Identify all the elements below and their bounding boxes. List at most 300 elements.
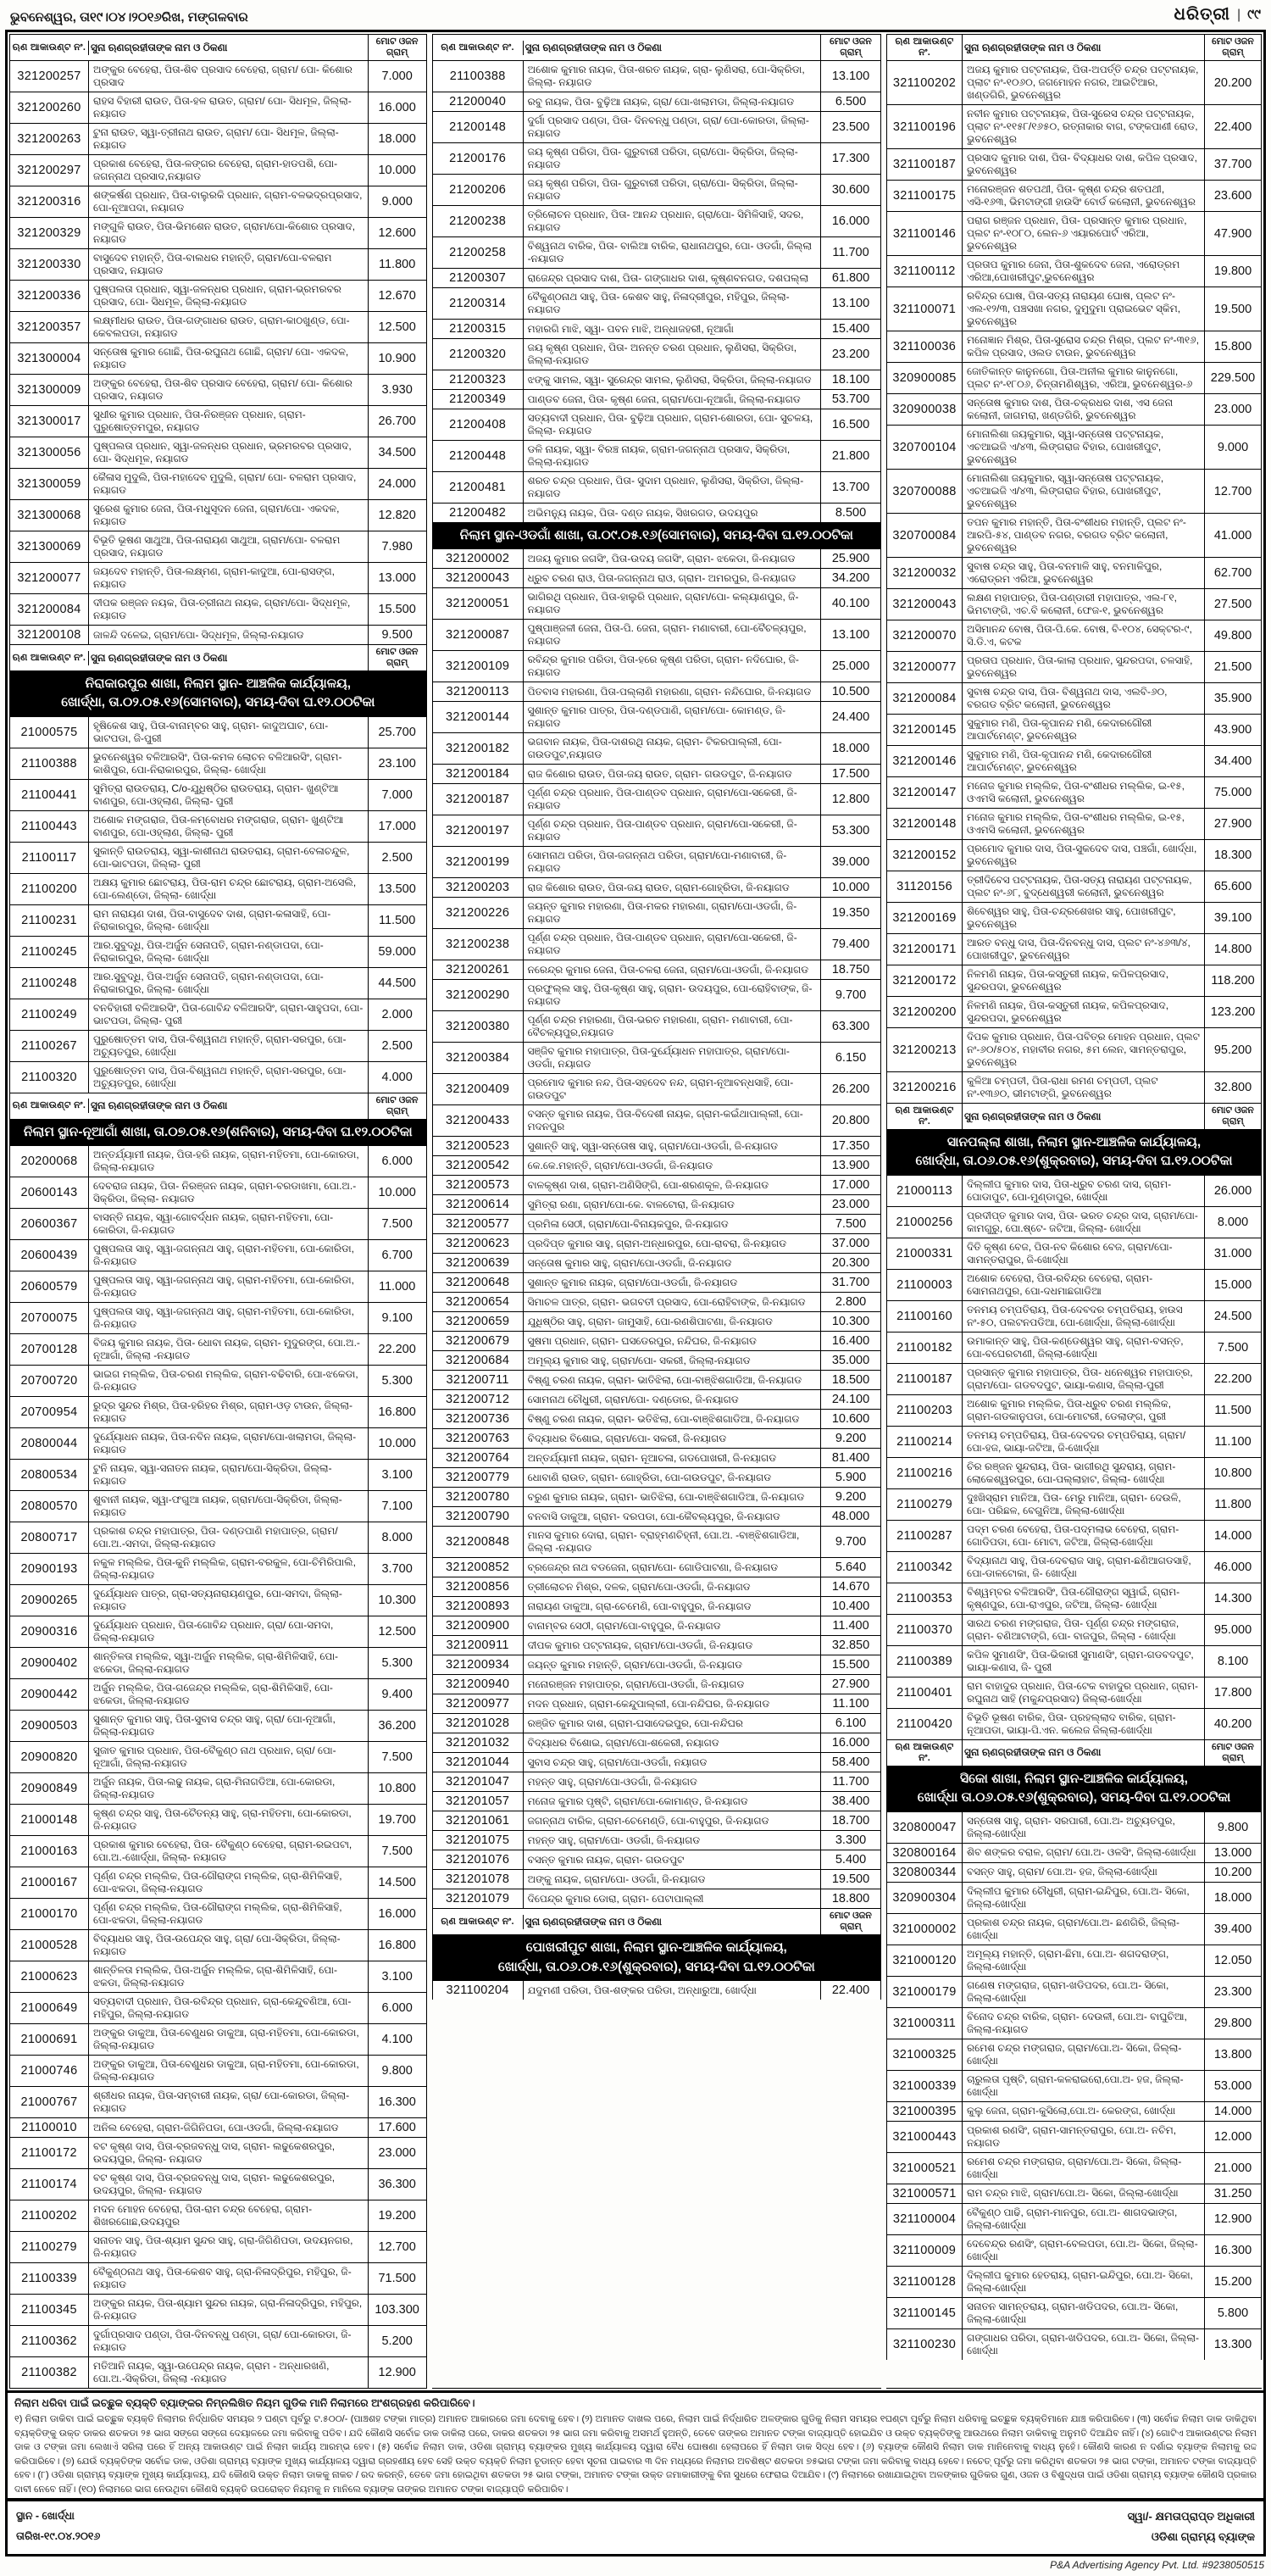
weight-grams: 9.800 <box>368 2056 426 2086</box>
borrower-name-address: ସୁଶାନ୍ତ କୁମାର ପାତ୍ର, ପିତା-ଦଣ୍ଡପାଣି, ଗ୍ରାମ/ପୋ- କୋମଣ୍ଡ, ଜି-ନୟାଗଡ <box>527 704 786 730</box>
account-number: 321200684 <box>433 1351 524 1370</box>
weight-grams: 2.500 <box>368 1031 426 1061</box>
account-number: 321200152 <box>887 840 963 871</box>
weight-grams: 15.800 <box>1204 331 1261 362</box>
weight-grams: 27.500 <box>1204 589 1261 620</box>
weight-grams: 10.000 <box>368 1177 426 1208</box>
table-row <box>886 60 1262 104</box>
divider: | <box>1236 7 1241 22</box>
account-number: 321200084 <box>10 594 89 625</box>
table-row <box>432 960 881 979</box>
masthead <box>5 3 1266 30</box>
weight-grams: 39.100 <box>1204 903 1261 933</box>
weight-grams: 13.300 <box>1204 2329 1261 2360</box>
account-number: 20700720 <box>10 1366 89 1396</box>
account-number: 321200290 <box>433 980 524 1010</box>
table-row <box>9 748 427 779</box>
table-row <box>9 1522 427 1553</box>
account-number: 21000163 <box>10 1836 89 1867</box>
weight-grams: 16.500 <box>820 409 880 440</box>
table-row <box>886 871 1262 902</box>
account-number: 321100204 <box>433 1981 524 2000</box>
borrower-name-address: ଜୟନ୍ତ କୁମାର ମହାନ୍ତି, ଗ୍ରାମ/ପୋ-ଓଡଗାଁ, ଜି-ନୟାଗଡ <box>527 1658 743 1671</box>
account-number: 21200307 <box>433 269 524 287</box>
borrower-name-address: ବିଜୟ କୁମାର ନାୟକ, ପିତା- ଧୋବା ନାୟକ, ଗ୍ରାମ- ମୁଦୁରଙ୍ଗ, ପୋ.ଅ.-ନୂଆଗାଁ, ଜିଲ୍ଲା -ନୟାଗଡ <box>93 1337 360 1362</box>
weight-grams: 17.500 <box>820 765 880 783</box>
table-row <box>886 2070 1262 2101</box>
table-row <box>432 877 881 897</box>
table-row <box>9 2294 427 2325</box>
account-number: 320800047 <box>887 1812 963 1843</box>
signature-row <box>5 2501 1266 2557</box>
borrower-name-address: ପୁଷ୍ପଲତା ସାହୁ, ସ୍ୱା-ଜଗନ୍ନାଥ ସାହୁ, ଗ୍ରାମ-ମହିତମା, ପୋ-କୋରିଡା, ଜି-ନୟାଗଡ <box>93 1274 354 1299</box>
borrower-name-address: ଅଶୋକ ବେହେରା, ପିତା-ରବିନ୍ଦ୍ର ବେହେରା, ଗ୍ରାମ-ସୋମନାଥପୁର, ପୋ-ଦଧମାଛଗାଡିଆ <box>967 1271 1153 1297</box>
account-number: 321300059 <box>10 469 89 499</box>
header-weight: ମୋଟ ଓଜନ ଗ୍ରାମ୍ <box>368 35 426 60</box>
weight-grams: 11.500 <box>368 905 426 936</box>
terms-paragraph: ୧) ନିଲାମ ଡାକିବା ପାଇଁ ଇଚ୍ଛୁକ ବ୍ୟକ୍ତି ନିଲାମର ନିର୍ଦ୍ଧାରିତ ସମୟର ୨ ଘଣ୍ଟା ପୂର୍ବରୁ ଟ.୫୦୦/- (ପାଞ୍ଚଶହ ଟଙ୍କା ମାତ୍ର) ଅମାନତ ଆକାରରେ ଜମା ଦେବାକୁ ହେବ। (୨) ଅମାନତ ଦାଖଲ ପରେ, ନିଲାମ ପାଇଁ ନିର୍ଦ୍ଧାରିତ ଅଳଙ୍କାର ଗୁଡିକୁ ନିଲାମ ସମୟର ୧ଘଣ୍ଟା ପୂର୍ବରୁ ନିଲାମ ଧରିବାକୁ ଇଚ୍ଛୁକ ବ୍ୟକ୍ତିମାନେ ଯାଞ୍ଚ କରିପାରିବେ। (୩) ସର୍ବୋଚ୍ଚ ନିଲାମ ଡାକ ଡାକିଥିବା ବ୍ୟକ୍ତିଙ୍କୁ ଉକ୍ତ ଡାକର ଶତକଡା ୨୫ ଭାଗ ସଙ୍ଗେ ସଙ୍ଗେ ଦେୟାଳରେ ଜମା କରିବାକୁ ପଡିବ। ଯଦି କୌଣସି ସର୍ବୋଚ୍ଚ ଡାକ ଡାକିଲା ପରେ, ଡାକର ଶତକଡା ୨୫ ଭାଗ ଜମା କରିବାକୁ ଅସମର୍ଥ ହୁଅନ୍ତି, ତେବେ ତାଙ୍କର ଅମାନତ ଟଙ୍କା ବାଜ୍ୟାପ୍ତି ହୋଇଯିବ ଓ ଉକ୍ତ ବ୍ୟକ୍ତିଙ୍କୁ ଆଉଥରେ ନିଲାମ ଡାକିବାକୁ ଅନୁମତି ଦିଆଯିବ ନାହିଁ। (୪) ଗୋଟିଏ ଆକାଉଣ୍ଟର ନିଲାମ ଡାକ ଓ ଟଙ୍କା ଜମା ଲେଖାଏଁ ସରିଲା ପରେ ହିଁ ଅନ୍ୟ ଆକାଉଣ୍ଟ ପାଇଁ ନିଲାମ କାର୍ଯ୍ୟ ଆରମ୍ଭ ହେବ। (୫) ସର୍ବୋଚ୍ଚ ନିଲାମ ଡାକ, ଓଡିଶା ଗ୍ରାମ୍ୟ ବ୍ୟାଙ୍କର ମୁଖ୍ୟ କାର୍ଯ୍ୟାଳୟ ଦ୍ୱାରା ବୈଧ ଘୋଷଣା ହେଲାପରେ ହିଁ ନିଲାମ ଡାକ ସିଦ୍ଧ ହେବ। (୬) ବ୍ୟାଙ୍କ କୌଣସି ନିଲାମ ଡାକ ମାନିନେବାକୁ ବାଧ୍ୟ ନୁହେଁ। କୌଣସି କାରଣ ନ ଦର୍ଶାଇ ବ୍ୟାଙ୍କ ନିଲାମକୁ ରଦ୍ଦ କରିପାରିବେ। (୭) ଯେଉଁ ବ୍ୟକ୍ତିଙ୍କ ସର୍ବୋଚ୍ଚ ଡାକ, ଓଡିଶା ଗ୍ରାମ୍ୟ ବ୍ୟାଙ୍କ ମୁଖ୍ୟ କାର୍ଯ୍ୟାଳୟ ଦ୍ୱାରା ଗ୍ରହଣୀୟ ହେବ ସେହି ଉକ୍ତ ବ୍ୟକ୍ତି ନିଲାମ ଚୂଡାନ୍ତ ହେବା ସୂଚନା ପାଇବାର ୩ ଦିନ ମଧ୍ୟରେ ନିଲାମର ଅବଶିଷ୍ଟ ଶତକଡା ୭୫ଭାଗ ଟଙ୍କା ଜମା କରିବାକୁ ବାଧ୍ୟ ହେବେ। ନଚେତ୍ ପୂର୍ବରୁ ଜମା କରିଥିବା ଶତକଡା ୨୫ ଭାଗ ଟଙ୍କା, ଅମାନତ ଟଙ୍କା ବାଜ୍ୟାପ୍ତି ହେବ। (୮) ଓଡିଶା ଗ୍ରାମ୍ୟ ବ୍ୟାଙ୍କ ମୁଖ୍ୟ କାର୍ଯ୍ୟାଳୟ, ଯଦି କୌଣସି ଉକ୍ତ ନିଲାମ ଡାକକୁ ନାକଚ / ରଦ କରନ୍ତି, ତେବେ ଜମା ହୋଇଥିବା ଶତକଡା ୨୫ ଭାଗ ଟଙ୍କା, ଅମାନତ ଟଙ୍କା ଉକ୍ତ ଜମାକାରୀଙ୍କୁ ବିନା ସୁଧରେ ଫେରାଇ ଦିଆଯିବ। (୯) ନିଲାମରେ ରଖାଯାଇଥିବା ଅଳଙ୍କାର ଗୁଡିକର ଗୁଣ, ଓଜନ ଓ ବିଶୁଦ୍ଧତା ପାଇଁ ଓଡିଶା ଗ୍ରାମ୍ୟ ବ୍ୟାଙ୍କ କୌଣସି ପ୍ରକାର ଦାବୀ ନେବେ ନାହିଁ। (୧୦) ନିଲାମରେ ଭାଗ ନେଉଥିବା କୌଣସି ବ୍ୟକ୍ତି ଉପରୋକ୍ତ ନିୟମକୁ ନ ମାନିଲେ ବ୍ୟାଙ୍କ ତାଙ୍କର ଅମାନତ ଟଙ୍କା ବାଜ୍ୟାପ୍ତି କରିପାରିବ। <box>14 2414 1257 2495</box>
account-number: 21100420 <box>887 1709 963 1739</box>
table-row <box>432 1655 881 1674</box>
account-number: 321200169 <box>887 903 963 933</box>
table-row <box>886 745 1262 776</box>
header-borrower: ସୁନା ଋଣଗ୍ରହୀତାଙ୍କ ନାମ ଓ ଠିକଣା <box>964 41 1102 53</box>
account-number: 20800534 <box>10 1460 89 1490</box>
weight-grams: 23.300 <box>1204 1977 1261 2007</box>
account-number: 321200203 <box>433 878 524 897</box>
table-row <box>886 513 1262 557</box>
weight-grams: 15.200 <box>1204 2267 1261 2297</box>
weight-grams: 31.250 <box>1204 2184 1261 2203</box>
account-number: 321200357 <box>10 312 89 342</box>
weight-grams: 12.900 <box>368 2357 426 2388</box>
borrower-name-address: ଦୁଃଖିସ୍ରାମ ମାନିଆ, ପିତା- ମେରୁ ମାନିଆ, ଗ୍ରାମ- ଦେଉଳି, ପୋ- ପରିଛଳ, ବେଗୁନିଆ, ଜିଲ୍ଲା-ଖୋର୍ଦ୍ଧା <box>967 1491 1181 1516</box>
table-row <box>9 1061 427 1093</box>
account-number: 321200763 <box>433 1429 524 1448</box>
borrower-name-address: ଅମୂଲ୍ୟ କୁମାର ସାହୁ, ଗ୍ରାମ/ପୋ- ସକରୀ, ଜିଲ୍ଲା-ନୟାଗଡ <box>527 1354 751 1366</box>
table-header-row <box>432 34 881 60</box>
weight-grams: 22.200 <box>368 1334 426 1365</box>
table-row <box>432 1772 881 1791</box>
borrower-name-address: ଅଙ୍କୁର ବେହେରା, ପିତା-ଶିବ ପ୍ରସାଦ ବେହେରା, ଗ୍ରାମ/ ପୋ- କିଶୋର ପ୍ରସାଦ, ନୟାଗଡ <box>93 377 352 402</box>
table-row <box>886 104 1262 148</box>
borrower-name-address: ବସନ୍ତ କୁମାର ନାୟକ, ଗ୍ରାମ- ଗଉଡପୁଟ <box>527 1853 685 1866</box>
borrower-name-address: ବାସୁଦେବ ମହାନ୍ତି, ପିତା-ବାଲଧର ମହାନ୍ତି, ଗ୍ରାମ/ପୋ-ବଳରାମ ପ୍ରସାଦ, ନୟାଗଡ <box>93 252 332 276</box>
borrower-name-address: ନିଳମଣି ନାୟକ, ପିତା-କସ୍ତୁରୀ ନାୟକ, କପିଳପ୍ରସାଦ, ସୁନ୍ଦରପଦା, ଭୁବନେଶ୍ୱର <box>967 999 1169 1024</box>
weight-grams: 9.000 <box>1204 426 1261 469</box>
weight-grams: 24.400 <box>820 702 880 732</box>
table-row <box>886 1976 1262 2007</box>
borrower-name-address: ସୁକାନ୍ତି ରାଉତରାୟ, ସ୍ୱା-କାଶୀନାଥ ରାଉତରାୟ, ଗ୍ରାମ-ବେଳାଚନ୍ଦୁଳ, ପୋ-ଭାଟପଡା, ଜିଲ୍ଲା- ପୁରୀ <box>93 844 350 870</box>
borrower-name-address: ଅନ୍ତର୍ଯ୍ୟାମୀ ନାୟକ, ଗ୍ରାମ- ନୂଆଚଳା, ଗଡପୋଖରୀ, ଜି-ନୟାଗଡ <box>527 1451 777 1464</box>
borrower-name-address: ମହନ୍ତ ସାହୁ, ଗ୍ରାମ/ପୋ- ଓଡଗାଁ, ଜି-ନୟାଗଡ <box>527 1833 701 1846</box>
table-row <box>886 839 1262 871</box>
borrower-name-address: କୃଷ୍ଣ ଚନ୍ଦ୍ର ସାହୁ, ପିତା-ଚୈତନ୍ୟ ସାହୁ, ଗ୍ରା-ମହିତମା, ପୋ-କୋରଡା, ଜି-ନୟାଗଡ <box>93 1807 352 1833</box>
account-number: 321200433 <box>433 1105 524 1136</box>
weight-grams: 61.800 <box>820 269 880 287</box>
table-row <box>432 1616 881 1635</box>
signature-title: ସ୍ୱା/- କ୍ଷମତାପ୍ରାପ୍ତ ଅଧିକାରୀ <box>1127 2510 1255 2523</box>
weight-grams: 9.500 <box>368 626 426 644</box>
borrower-name-address: ଦୁର୍ଗାପ୍ରସାଦ ପଣ୍ଡା, ପିତା-ଦିନବନ୍ଧୁ ପଣ୍ଡା, ଗ୍ରା/ ପୋ-କୋରଡା, ଜି-ନୟାଗଡ <box>93 2328 352 2354</box>
account-number: 20700954 <box>10 1397 89 1427</box>
borrower-name-address: କୁଲୁ ଜେନା, ଗ୍ରାମ-କୁସିଲୋ,ପୋ.ଅ- କେରଙ୍ଗ, ଖୋର୍ଦ୍ଧା <box>967 2105 1176 2117</box>
borrower-name-address: ସୁଷମା ପ୍ରଧାନ, ଗ୍ରାମ- ଘସଡେରପୁର, ନନ୍ଦିଘର, ଜି-ନୟାଗଡ <box>527 1334 757 1347</box>
table-row <box>9 1427 427 1459</box>
account-number: 321200639 <box>433 1254 524 1272</box>
weight-grams: 17.000 <box>368 811 426 842</box>
account-number: 21100174 <box>10 2169 89 2200</box>
borrower-name-address: ଭାଗିରଥି ପ୍ରଧାନ, ପିତା-ହାଲୁରି ପ୍ରଧାନ, ଗ୍ରାମ/ପୋ- କଲ୍ୟାଣପୁର, ଜି-ନୟାଗଡ <box>527 591 799 616</box>
weight-grams: 32.850 <box>820 1636 880 1655</box>
account-number: 21200323 <box>433 370 524 389</box>
account-number: 321200764 <box>433 1449 524 1467</box>
table-row <box>432 1487 881 1506</box>
table-row <box>886 682 1262 714</box>
table-row <box>886 1238 1262 1269</box>
table-row <box>432 1869 881 1889</box>
borrower-name-address: ଦିତି କୃଷ୍ଣ ବେଜ, ପିତା-ନବ କିଶୋର ବେଜ, ଗ୍ରାମ/ପୋ-ସାମନ୍ତରାପୁର, ଜି-ଖୋର୍ଦ୍ଧା <box>967 1240 1173 1266</box>
weight-grams: 2.800 <box>820 1293 880 1311</box>
weight-grams: 23.600 <box>1204 181 1261 211</box>
weight-grams: 15.500 <box>368 594 426 625</box>
borrower-name-address: ପୁରୁଷୋତ୍ତମ ଦାସ, ପିତା-ବିଶ୍ୱନାଥ ମହାନ୍ତି, ଗ୍ରାମ-ସରପୁର, ପୋ-ଅଚ୍ୟୁତପୁର, ଖୋର୍ଦ୍ଧା <box>93 1064 347 1089</box>
borrower-name-address: ଦୁର୍ଯ୍ୟୋଧନ ପାତ୍ର, ଗ୍ରା-ସତ୍ୟନାରାୟଣପୁର, ପୋ-ସମଦା, ଜିଲ୍ଲା-ନୟାଗଡ <box>93 1588 342 1613</box>
borrower-name-address: ବିଦ୍ୟାଧର ବିଶୋଇ, ଗ୍ରାମ/ପୋ- ସକରୀ, ଜି-ନୟାଗଡ <box>527 1432 727 1444</box>
place: ସ୍ଥାନ - ଖୋର୍ଦ୍ଧା <box>16 2510 75 2523</box>
account-number: 21100182 <box>887 1333 963 1363</box>
newspaper-brand: ଧରିତ୍ରୀ <box>1174 5 1230 24</box>
borrower-name-address: ଅଙ୍କୁର ବେହେରା, ପିତା-ଶିବ ପ୍ରସାଦ ବେହେରା, ଗ୍ରାମ/ ପୋ- କିଶୋର ପ୍ରସାଦ <box>93 64 352 88</box>
table-row <box>9 2262 427 2294</box>
account-number: 320900038 <box>887 394 963 425</box>
account-number: 321200146 <box>887 746 963 776</box>
table-row <box>886 1027 1262 1071</box>
account-number: 21100202 <box>10 2200 89 2231</box>
header-account-no: ଋଣ ଆକାଉଣ୍ଟ ନଂ. <box>433 1915 524 1929</box>
account-number: 321200087 <box>433 620 524 650</box>
weight-grams: 62.700 <box>1204 558 1261 588</box>
account-number: 321201061 <box>433 1811 524 1830</box>
table-row <box>432 1073 881 1104</box>
borrower-name-address: ପୂର୍ଣ୍ଣ ଚନ୍ଦ୍ର ମଲ୍ଲିକ, ପିତା-ଗୌରାଙ୍ଗ ମଲ୍ଲିକ, ଗ୍ରା-ଶିମିଳିସାହି, ପୋ-ଝକଡା, ଜିଲ୍ଲା-ନୟାଗଡ <box>93 1901 342 1927</box>
borrower-name-address: ବିନୋଦ ଚନ୍ଦ୍ର ବାରିକ, ଗ୍ରାମ- ଦେଉଳୀ, ପୋ.ଅ- ବାଘୁଚିଆ, ଜିଲ୍ଲା-ନୟାଗଡ <box>967 2010 1187 2035</box>
weight-grams: 26.000 <box>1204 1176 1261 1206</box>
weight-grams: 23.000 <box>1204 394 1261 425</box>
table-row <box>9 1616 427 1647</box>
table-row <box>432 897 881 928</box>
borrower-name-address: ପ୍ରମୋଦ କୁମାର ଦାସ, ପିତା-ସୁକଦେବ ଦାସ, ପଞ୍ଚଗାଁ, ଖୋର୍ଦ୍ଧା, ଭୁବନେଶ୍ୱର <box>967 843 1197 867</box>
weight-grams: 9.400 <box>368 1679 426 1710</box>
weight-grams: 5.300 <box>368 1366 426 1396</box>
borrower-name-address: ନବୀନ କୁମାର ପଟ୍ଟନାୟକ, ପିତା-ସୁରେସ ଚନ୍ଦ୍ର ପଟ୍ଟନାୟକ, ପ୍ଲାଟ ନଂ-୧୧୫୮/୧୬୫୦, ରତ୍ନାକାର ବାଗ, ଟଙ୍କପାଣୀ ରୋଡ, ଭୁବନେଶ୍ୱର <box>967 108 1198 145</box>
place-date <box>16 2506 100 2547</box>
borrower-name-address: କୁଳିଆ ଚମ୍ପତୀ, ପିତା-ରାଧା ରମଣ ଚମ୍ପତୀ, ପ୍ଲଟ ନଂ-୧୩୬୦, ଭୀମଟାଙ୍ଗି, ଭୁବନେଶ୍ୱର <box>967 1075 1158 1099</box>
borrower-name-address: ବିଦ୍ୟାଧର ସାହୁ, ପିତା-ଉପେନ୍ଦ୍ର ସାହୁ, ଗ୍ରା/ ପୋ-ସିକ୍ରିଡା, ଜିଲ୍ଲା-ନୟାଗଡ <box>93 1933 341 1958</box>
borrower-name-address: ଅଜୟ କୁମାର ପଟ୍ଟନାୟକ, ପିତା-ଅପର୍ତ୍ତି ଚନ୍ଦ୍ର ପଟ୍ଟନାୟକ, ପ୍ଲାଟ ନଂ-୧୦୬୦, ଜଗମୋହନ ନଗର, ଆଇଟିଆର, ଖଣ୍ଡଗିରି, ଭୁବନେଶ୍ୱର <box>967 64 1199 101</box>
borrower-name-address: ମନୋଜ୍ଞାନ ମିଶ୍ର, ପିତା-ସୁରୋସ ଚନ୍ଦ୍ର ମିଶ୍ର, ପ୍ଲଟ ନଂ-୩୧୬, କପିଳ ପ୍ରସାଦ, ଓଲଡ ଟାଉନ, ଭୁବନେଶ୍ୱର <box>967 334 1200 359</box>
borrower-name-address: ରୁଦ୍ର ସୁନ୍ଦର ମିଶ୍ର, ପିତା-ହରିହର ମିଶ୍ର, ଗ୍ରାମ-ଓଡ଼ ଟାଉନ, ଜିଲ୍ଲା-ନୟାଗଡ <box>93 1399 353 1425</box>
branch-auction-bar: ସାନପଲ୍ଲା ଶାଖା, ନିଲାମ ସ୍ଥାନ-ଆଞ୍ଚଳିକ କାର୍ଯ୍ୟାଳୟ, ଖୋର୍ଦ୍ଧା, ତା.୦୬.୦୫.୧୬(ଶୁକ୍ରବାର), ସମୟ-ଦିବା ଘ.୧୨.୦୦ଟିକା <box>886 1129 1262 1175</box>
table-row <box>886 1332 1262 1363</box>
account-number: 321200409 <box>433 1074 524 1104</box>
weight-grams: 5.640 <box>820 1558 880 1577</box>
table-row <box>9 1271 427 1302</box>
table-row <box>432 1577 881 1596</box>
table-row <box>886 1862 1262 1882</box>
table-row <box>886 1913 1262 1945</box>
weight-grams: 12.700 <box>368 2232 426 2262</box>
borrower-name-address: ବିଭୂତି ଭୂଷଣ ସାଥୁଆ, ପିତା-ନାରାୟଣ ସାଥୁଆ, ଗ୍ରାମ/ପୋ- ବଳରାମ ପ୍ରସାଦ, ନୟାଗଡ <box>93 534 341 559</box>
borrower-name-address: ରାମ ନାରାୟଣ ଦାଶ, ପିତା-ବାସୁଦେବ ଦାଶ, ଗ୍ରାମ-କଳାସାହି, ପୋ-ନିରାକାରପୁର, ଜିଲ୍ଲା- ଖୋର୍ଦ୍ଧା <box>93 907 331 932</box>
weight-grams: 9.700 <box>820 980 880 1010</box>
table-row <box>432 1233 881 1253</box>
borrower-name-address: ବାଳକୃଷ୍ଣ ଦାଶ, ଗ୍ରାମ-ଅଣିସିଙ୍ଗି, ପୋ-ଶରଣକୂଳ, ଜି-ନୟାଗଡ <box>527 1178 769 1191</box>
account-number: 321200077 <box>887 652 963 682</box>
account-number: 21200482 <box>433 504 524 522</box>
header-weight: ମୋଟ ଓଜନ ଗ୍ରାମ୍ <box>820 35 880 60</box>
account-number: 321200032 <box>887 558 963 588</box>
table-row <box>9 1678 427 1710</box>
borrower-name-address: ପରାଗ ରଞ୍ଜନ ପ୍ରଧାନ, ପିତା- ପ୍ରସାନ୍ତ କୁମାର ପ୍ରଧାନ, ପ୍ଲଟ ନଂ-୧୦୮୦, ଲେନ-୬ ଏୟାରପୋର୍ଟ ଏରିଆ, ଭୁବନେଶ୍ୱର <box>967 214 1187 252</box>
account-number: 321000179 <box>887 1977 963 2007</box>
borrower-name-address: ବିଦ୍ୟାନାଥ ସାହୁ, ପିତା-ଦେବରାଜ ସାହୁ, ଗ୍ରାମ-ଛଣିଆଗଡସାହି, ପୋ-ଡାଳଟୋକା, ଜି- ଖୋର୍ଦ୍ଧା <box>967 1554 1191 1579</box>
weight-grams: 12.700 <box>1204 470 1261 513</box>
table-row <box>9 1804 427 1835</box>
borrower-name-address: ମଦନ ମୋହନ ବେହେରା, ପିତା-ରାମ ଚନ୍ଦ୍ର ବେହେରା, ଗ୍ରାମ-ଶିଖରଗୋଛ,ଉଦୟପୁର <box>93 2203 313 2228</box>
weight-grams: 23.100 <box>368 748 426 779</box>
weight-grams: 58.400 <box>820 1753 880 1772</box>
borrower-name-address: ଅଙ୍କୁ ନାୟକ, ଗ୍ରାମ/ପୋ- ଓଡଗାଁ, ଜି-ନୟାଗଡ <box>527 1872 706 1885</box>
table-row <box>432 111 881 142</box>
account-number: 321000339 <box>887 2071 963 2101</box>
borrower-name-address: ସୁବାଷ ଚନ୍ଦ୍ର ସାହୁ, ପିତା-ବନମାଳି ସାହୁ, ବନମାଳିପୁର, ଏରୋଡ୍ରମ ଏରିଆ, ଭୁବନେଶ୍ୱର <box>967 560 1163 585</box>
table-row <box>432 1980 881 2000</box>
table-row <box>886 1551 1262 1583</box>
account-number: 321200261 <box>433 960 524 979</box>
weight-grams: 16.000 <box>820 1733 880 1752</box>
weight-grams: 12.820 <box>368 500 426 531</box>
table-row <box>9 405 427 437</box>
weight-grams: 11.500 <box>1204 1395 1261 1426</box>
masthead-right <box>1174 5 1261 25</box>
account-number: 21200148 <box>433 112 524 142</box>
borrower-name-address: ତନମୟ ଚମ୍ପତିରାୟ, ପିତା-ଦେବଦର ଚମ୍ପତିରାୟ, ହାଉସ ନଂ-୫୦, ପଲଟନପଡିଆ, ପୋ-ଖୋର୍ଦ୍ଧା, ଜିଲ୍ଲା-ଖୋର୍ଦ୍ଧା <box>967 1303 1183 1328</box>
table-row <box>886 1300 1262 1332</box>
account-number: 321000311 <box>887 2008 963 2039</box>
table-row <box>432 1889 881 1908</box>
weight-grams: 12.000 <box>1204 2122 1261 2152</box>
borrower-name-address: ଧ୍ରୁବ ଚରଣ ରାଓ, ପିତା-ଜଗନ୍ନାଥ ରାଓ, ଗ୍ରାମ- ଅମରପୁର, ଜି-ନୟାଗଡ <box>527 571 796 584</box>
table-row <box>886 1269 1262 1300</box>
table-row <box>9 374 427 405</box>
table-header-row <box>9 644 427 670</box>
account-number: 321200911 <box>433 1636 524 1655</box>
header-account-no: ଋଣ ଆକାଉଣ୍ଟ ନଂ. <box>887 1104 963 1129</box>
account-number: 321300069 <box>10 531 89 562</box>
borrower-name-address: ପୂର୍ଣ୍ଣ ଚନ୍ଦ୍ର ମହାରଣା, ପିତା-ଭରତ ମହାରଣା, ଗ୍ରାମ- ମଣାବାରୀ, ପୋ-ବୈଚଳ୍ୟପୁର,ନୟାଗଡ <box>527 1014 793 1039</box>
weight-grams: 23.500 <box>820 112 880 142</box>
table-row <box>886 1583 1262 1614</box>
account-number: 321100175 <box>887 181 963 211</box>
account-number: 321201032 <box>433 1733 524 1752</box>
borrower-name-address: ଆର.ସୁବୁଦ୍ଧି, ପିତା-ଅର୍ଜୁନ ସେନାପତି, ଗ୍ରାମ-ନଣ୍ଡାପଦା, ପୋ-ନିରାକାରପୁର, ଜିଲ୍ଲା- ଖୋର୍ଦ୍ଧା <box>93 970 324 995</box>
account-number: 20900193 <box>10 1554 89 1584</box>
weight-grams: 37.700 <box>1204 149 1261 180</box>
borrower-name-address: ଅର୍ଜୁନ ମଲ୍ଲିକ, ପିତା-ଗଜେନ୍ଦ୍ର ମଲ୍ଲିକ, ଗ୍ରା-ଶିମିଳିସାହି, ପୋ-ଝକେଡା, ଜିଲ୍ଲା-ନୟାଗଡ <box>93 1682 333 1707</box>
account-number: 21100279 <box>10 2232 89 2262</box>
weight-grams: 21.800 <box>820 441 880 471</box>
borrower-name-address: ପୁଷ୍ପଲତା ସାହୁ, ସ୍ୱା-ଜଗନ୍ନାଥ ସାହୁ, ଗ୍ରାମ-ମହିତମା, ପୋ-କୋରିଡା, ଜି-ନୟାଗଡ <box>93 1305 354 1331</box>
account-number: 321100187 <box>887 149 963 180</box>
table-header-row <box>886 1739 1262 1766</box>
borrower-name-address: ଚିର ରଞ୍ଜନ ସୁନ୍ଦରାୟ, ପିତା- ଭାଗୀରଥି ସୁନ୍ଦରାୟ, ଗ୍ରାମ- ଲୋକେଶ୍ୱରପୁର, ପୋ-ପଲ୍ଲାହାଟ, ଜିଲ୍ଲା- ଖୋର୍ଦ୍ଧା <box>967 1460 1176 1485</box>
borrower-name-address: ରାମ ଚନ୍ଦ୍ର ମାଝି, ଗ୍ରାମ/ପୋ.ଅ- ସିକୋ, ଜିଲ୍ଲା-ଖୋର୍ଦ୍ଧା <box>967 2187 1179 2200</box>
weight-grams: 95.200 <box>1204 1028 1261 1071</box>
table-row <box>432 1850 881 1869</box>
borrower-name-address: ପଦ୍ମ ଚରଣ ବେହେରା, ପିତା-ପଦ୍ମଲାଭ ବେହେରା, ଗ୍ରାମ- ଗୋଡିପଡା, ପୋ- ମୋଟା, ଜଟିଆ, ଜିଲ୍ଲା-ଖୋର୍ଦ୍ଧା <box>967 1522 1179 1548</box>
borrower-name-address: ବିଷ୍ଣୁ ଚରଣ ନାୟକ, ଗ୍ରାମ- ଭାତିଝିଲା, ପୋ-ବାଞ୍ଝିଶଗାଡିଆ, ଜି-ନୟାଗଡ <box>527 1373 802 1386</box>
account-number: 21200315 <box>433 320 524 338</box>
table-header-row <box>886 34 1262 60</box>
weight-grams: 7.500 <box>820 1215 880 1233</box>
table-row <box>9 217 427 248</box>
weight-grams: 19.800 <box>1204 256 1261 287</box>
account-number: 21200040 <box>433 92 524 111</box>
weight-grams: 7.500 <box>368 1209 426 1239</box>
account-number: 321200213 <box>887 1028 963 1071</box>
table-row <box>9 873 427 904</box>
account-number: 21000148 <box>10 1805 89 1835</box>
account-number: 320700084 <box>887 514 963 557</box>
borrower-name-address: ସନ୍ତୋଷ କୁମାର ସାହୁ, ଗ୍ରାମ/ପୋ-ଓଡଗାଁ, ଜି-ନୟାଗଡ <box>527 1256 732 1269</box>
account-number: 321100196 <box>887 105 963 148</box>
account-number: 321200144 <box>433 702 524 732</box>
weight-grams: 22.200 <box>1204 1364 1261 1394</box>
weight-grams: 35.000 <box>820 1351 880 1370</box>
table-row <box>432 174 881 205</box>
table-row <box>9 1459 427 1490</box>
weight-grams: 40.200 <box>1204 1709 1261 1739</box>
borrower-name-address: ମୋନାଲିଶା ଜୟକୁମାର, ସ୍ୱା-ସନ୍ତୋଷ ପଟ୍ଟନାୟକ, ଏଚଆଇଜି ଏ/୪୩, ଲିଙ୍ଗରାଜ ବିହାର, ପୋଖରୀପୁଟ, ଭୁବନେଶ୍ୱର <box>967 472 1164 509</box>
borrower-name-address: ଦିପେନ୍ଦ୍ର କୁମାର ଡୋରା, ଗ୍ରାମ- ପେଟାପାଲ୍ଲୀ <box>527 1892 704 1905</box>
table-row <box>432 1752 881 1772</box>
weight-grams: 123.200 <box>1204 997 1261 1027</box>
account-number: 321000325 <box>887 2039 963 2070</box>
borrower-name-address: ପ୍ରମିଳା ସେଠୀ, ଗ୍ରାମ/ପୋ-ବିନାୟକପୁର, ଜି-ନୟାଗଡ <box>527 1217 729 1230</box>
table-row <box>886 148 1262 180</box>
account-number: 321200197 <box>433 815 524 846</box>
weight-grams: 7.980 <box>368 531 426 562</box>
borrower-name-address: ବିଭୂତି ଭୂଷଣ ବାରିକ, ପିତା- ପ୍ରହଲ୍ଲାଦ ବାରିକ, ଗ୍ରାମ- ନୂଆପଡା, ଭାୟା-ପି.ଏନ. କଲେଜ ଜିଲ୍ଲା-ଖୋର୍ଦ୍ଧା <box>967 1711 1176 1736</box>
account-number: 321300004 <box>10 343 89 374</box>
borrower-name-address: ସୁଶାନ୍ତ କୁମାର ସାହୁ, ପିତା-ସୁବାସ ଚନ୍ଦ୍ର ସାହୁ, ଗ୍ରା/ ପୋ-ନୂଆଗାଁ, ଜିଲ୍ଲା-ନୟାଗଡ <box>93 1713 336 1739</box>
account-number: 21100160 <box>887 1301 963 1332</box>
account-number: 321200934 <box>433 1655 524 1674</box>
table-row <box>9 936 427 967</box>
account-number: 321200900 <box>433 1616 524 1635</box>
weight-grams: 7.000 <box>368 780 426 810</box>
table-row <box>886 362 1262 393</box>
borrower-name-address: ଦେବରାଜ ନାୟକ, ପିତା- ନିରଞ୍ଜନ ନାୟକ, ଗ୍ରାମ-ବରଡାଖମା, ପୋ.ଅ.-ସିକ୍ରିଡା, ଜିଲ୍ଲା- ନୟାଗଡ <box>93 1180 357 1205</box>
header-borrower: ସୁନା ଋଣଗ୍ରହୀତାଙ୍କ ନାମ ଓ ଠିକଣା <box>524 1915 663 1928</box>
table-row <box>9 999 427 1030</box>
table-row <box>886 1457 1262 1488</box>
borrower-name-address: ଶିବେଶ୍ୱର ସାହୁ, ପିତା-ଚନ୍ଦ୍ରଶେଖର ସାହୁ, ପୋଖରୀପୁଟ, ଭୁବନେଶ୍ୱର <box>967 905 1176 930</box>
weight-grams: 7.100 <box>368 1491 426 1522</box>
borrower-name-address: ସୋମନାଥ ପରିଡା, ପିତା-ଜଗନ୍ନାଥ ପରିଡା, ଗ୍ରାମ/ପୋ-ମଣାବାରୀ, ଜି-ନୟାଗଡ <box>527 849 787 875</box>
table-row <box>886 2007 1262 2039</box>
table-row <box>432 287 881 319</box>
account-number: 321200736 <box>433 1410 524 1428</box>
borrower-name-address: ପୁଷ୍ପଲତା ପ୍ରଧାନ, ସ୍ୱା-ଜଳନ୍ଧର ପ୍ରଧାନ, ଭ୍ରମରବର ପ୍ରସାଦ, ପୋ- ସିଦ୍ଧମୂଳ, ନୟାଗଡ <box>93 440 352 465</box>
weight-grams: 18.750 <box>820 960 880 979</box>
weight-grams: 59.000 <box>368 937 426 967</box>
account-number: 21200176 <box>433 143 524 174</box>
table-row <box>432 1467 881 1487</box>
borrower-name-address: ବନବାସି ଡାକୁଆ, ଗ୍ରାମ- ଦରପଡା, ପୋ-କୈବଲ୍ୟପୁର, ଜି-ନୟାଗଡ <box>527 1510 780 1522</box>
header-borrower: ସୁନା ଋଣଗ୍ରହୀତାଙ୍କ ନାମ ଓ ଠିକଣା <box>964 1746 1102 1759</box>
borrower-name-address: ପୁଷ୍ପଲତା ପ୍ରଧାନ, ସ୍ୱା-ଜଳନ୍ଧର ପ୍ରଧାନ, ଗ୍ରାମ-ଭ୍ରମରବର ପ୍ରସାଦ, ପୋ- ସିଧମୂଳ, ଜିଲ୍ଲା-ନୟାଗଡ <box>93 283 341 308</box>
borrower-name-address: ମନୋଜ କୁମାର ମଲ୍ଲିକ, ପିତା-ବଂଶୀଧର ମଲ୍ଲିକ, ଇ-୧୫, ଓଏମସି କଲୋନୀ, ଭୁବନେଶ୍ୱର <box>967 811 1185 836</box>
weight-grams: 9.800 <box>1204 1812 1261 1843</box>
weight-grams: 16.300 <box>1204 2235 1261 2266</box>
account-number: 21200320 <box>433 339 524 370</box>
account-number: 321100071 <box>887 287 963 331</box>
table-row <box>432 1042 881 1073</box>
account-number: 21100441 <box>10 780 89 810</box>
weight-grams: 5.200 <box>368 2326 426 2356</box>
table-row <box>432 1830 881 1850</box>
table-row <box>432 979 881 1010</box>
table-row <box>9 904 427 936</box>
account-number: 321100146 <box>887 212 963 255</box>
borrower-name-address: ଗଣେଷ ମଙ୍ଗରାଜ, ଗ୍ରାମ-ଖଡିପଦର, ପୋ.ଅ- ସିକୋ, ଜିଲ୍ଲା-ଖୋର୍ଦ୍ଧା <box>967 1978 1169 2004</box>
weight-grams: 8.000 <box>368 1522 426 1553</box>
weight-grams: 10.000 <box>368 155 426 186</box>
table-row <box>886 2328 1262 2360</box>
account-number: 321200200 <box>887 997 963 1027</box>
table-row <box>9 248 427 280</box>
borrower-name-address: ବନବିହାରୀ ବଳିଆରସିଂ, ପିତା-ଗୋବିନ୍ଦ ବଳିଆରସିଂ, ଗ୍ରାମ-ସାହୁପଦା, ପୋ-ଭାଟପଡା, ଜିଲ୍ଲା- ପୁରୀ <box>93 1001 364 1027</box>
account-number: 321000120 <box>887 1945 963 1976</box>
table-row <box>886 1363 1262 1394</box>
account-number: 321201057 <box>433 1792 524 1811</box>
account-number: 321200940 <box>433 1675 524 1694</box>
account-number: 321200623 <box>433 1234 524 1253</box>
account-number: 21200481 <box>433 472 524 503</box>
table-row <box>432 471 881 503</box>
table-row <box>432 1557 881 1577</box>
weight-grams: 35.900 <box>1204 683 1261 714</box>
weight-grams: 18.000 <box>1204 1883 1261 1913</box>
account-number: 321200856 <box>433 1577 524 1596</box>
borrower-name-address: ଅସିମାନନ୍ଦ ବୋଷ, ପିତା-ପି.କେ. ବୋଷ, ବି-୧୦୪, ସେକ୍ଟର-୯, ସି.ଡି.ଏ, କଟକ <box>967 623 1192 648</box>
weight-grams: 8.500 <box>820 504 880 522</box>
weight-grams: 7.500 <box>1204 1333 1261 1363</box>
account-number: 21200448 <box>433 441 524 471</box>
table-row <box>886 965 1262 996</box>
branch-auction-bar: ପୋଖରୀପୁଟ ଶାଖା, ନିଲାମ ସ୍ଥାନ-ଆଞ୍ଚଳିକ କାର୍ଯ୍ୟାଳୟ, ଖୋର୍ଦ୍ଧା, ତା.୦୬.୦୫.୧୬(ଶୁକ୍ରବାର), ସମୟ-ଦିବା ଘ.୧୨.୦୦ଟିକା <box>432 1934 881 1980</box>
borrower-name-address: ତ୍ରୀଲୋଚନ ମିଶ୍ର, ଦଳକ, ଗ୍ରାମ/ପୋ-ଓଡଗାଁ, ଜି-ନୟାଗଡ <box>527 1580 751 1593</box>
borrower-name-address: ମହାରଗି ମାଝି, ସ୍ୱା- ପବନ ମାଝି, ଅନ୍ଧାଜହରୀ, ନୂଆଗାଁ <box>527 322 734 335</box>
branch-auction-bar: ନିଲାମ ସ୍ଥାନ-ନୂଆଗାଁ ଶାଖା, ତା.୦୭.୦୫.୧୬(ଶନିବାର), ସମୟ-ଦିବା ଘ.୧୨.୦୦ଟିକା <box>9 1119 427 1145</box>
table-row <box>886 1520 1262 1551</box>
borrower-name-address: ଡଳି ନାୟକ, ସ୍ୱା- ବିରଞ୍ଚ ନାୟକ, ଗ୍ରାମ-ଜଗନ୍ନାଥ ପ୍ରସାଦ, ସିକ୍ରିଡା, ଜିଲ୍ଲା-ନୟାଗଡ <box>527 443 791 468</box>
weight-grams: 11.800 <box>1204 1489 1261 1520</box>
table-row <box>432 1596 881 1616</box>
weight-grams: 53.700 <box>820 390 880 409</box>
